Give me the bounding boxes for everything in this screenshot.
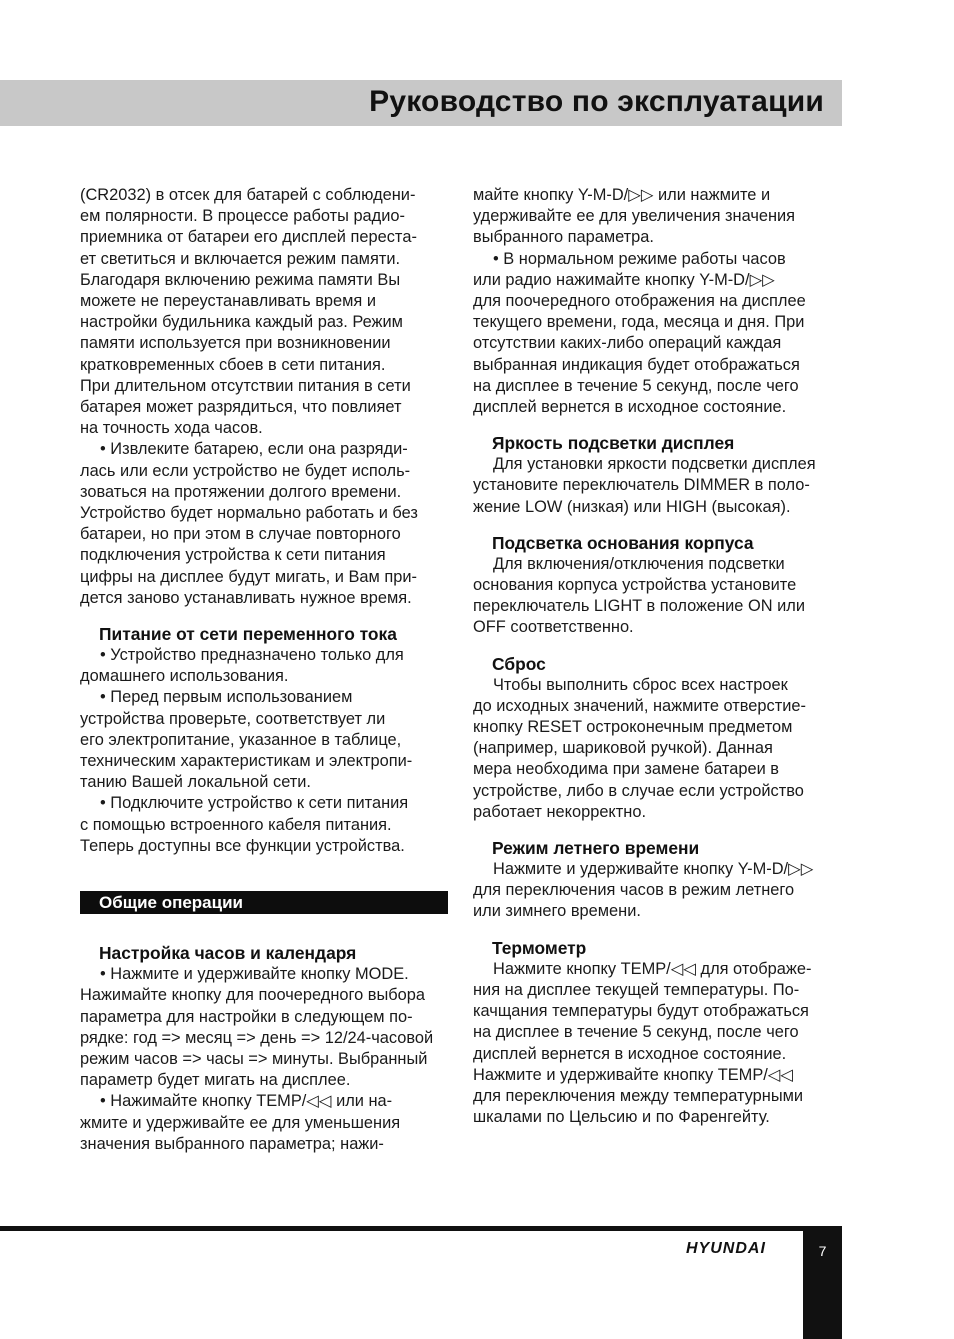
thermometer-heading: Термометр <box>492 937 587 958</box>
text-line: ния на дисплее текущей температуры. По- <box>473 980 800 999</box>
text-line: параметр будет мигать на дисплее. <box>80 1071 351 1090</box>
hyundai-logo: HYUNDAI <box>686 1240 766 1257</box>
text-line: • Подключите устройство к сети питания <box>100 794 409 813</box>
text-line: кратковременных сбоев в сети питания. <box>80 355 386 374</box>
text-line: майте кнопку Y-M-D/▷▷ или нажмите и <box>473 186 771 204</box>
power-paragraph-1 <box>80 645 452 687</box>
text-line: памяти используется при возникновении <box>80 334 391 353</box>
brightness-heading: Яркость подсветки дисплея <box>492 433 735 454</box>
text-line: Теперь доступны все функции устройства. <box>80 836 405 855</box>
text-line: ет светиться и включается режим памяти. <box>80 249 401 268</box>
text-line: для переключения часов в режим летнего <box>473 881 795 900</box>
power-paragraph-2 <box>80 687 452 793</box>
text-line: для поочередного отображения на дисплее <box>473 292 806 311</box>
text-line: выбранная индикация будет отображаться <box>473 355 800 374</box>
text-line: его электропитание, указанное в таблице, <box>80 730 402 749</box>
text-line: (например, шариковой ручкой). Данная <box>473 739 773 758</box>
text-line: дисплей вернется в исходное состояние. <box>473 1044 787 1063</box>
text-line: При длительном отсутствии питания в сети <box>80 376 411 395</box>
text-line: Нажмите и удерживайте кнопку Y-M-D/▷▷ <box>493 860 814 879</box>
dst-paragraph <box>473 859 845 923</box>
text-line: лась или если устройство не будет исполь- <box>80 461 411 480</box>
text-line: с помощью встроенного кабеля питания. <box>80 815 392 834</box>
reset-heading: Сброс <box>492 653 546 674</box>
text-line: зоваться на протяжении долгого времени. <box>80 482 402 501</box>
text-line: батареи, но при этом в случае повторного <box>80 525 401 544</box>
base-light-heading: Подсветка основания корпуса <box>492 532 754 553</box>
text-line: до исходных значений, нажмите отверстие- <box>473 696 806 715</box>
text-line: качщания температуры будут отображаться <box>473 1002 809 1021</box>
text-line: текущего времени, года, месяца и дня. При <box>473 313 805 332</box>
text-line: устройства проверьте, соответствует ли <box>80 709 386 728</box>
thermometer-paragraph <box>473 959 845 1129</box>
text-line: OFF соответственно. <box>473 618 634 637</box>
dst-heading: Режим летнего времени <box>492 838 700 859</box>
brightness-paragraph <box>473 454 845 518</box>
text-line: шкалами по Цельсию и по Фаренгейту. <box>473 1108 770 1127</box>
text-line: основания корпуса устройства установите <box>473 576 797 595</box>
right-column <box>473 185 845 1128</box>
clock-paragraph-2 <box>80 1091 452 1155</box>
text-line: на дисплее в течение 5 секунд, после чего <box>473 376 799 395</box>
text-line: Нажимайте кнопку для поочередного выбора <box>80 986 425 1005</box>
display-cycle-paragraph <box>473 249 845 419</box>
text-line: кнопку RESET остроконечным предметом <box>473 718 793 737</box>
text-line: значения выбранного параметра; нажи- <box>80 1134 384 1153</box>
text-line: • Нажимайте кнопку TEMP/◁◁ или на- <box>100 1092 393 1111</box>
page-number: 7 <box>818 1243 827 1259</box>
text-line: дется заново устанавливать нужное время. <box>80 588 412 607</box>
text-line: Благодаря включению режима памяти Вы <box>80 270 401 289</box>
text-line: жмите и удерживайте ее для уменьшения <box>80 1113 401 1132</box>
text-line: • Устройство предназначено только для <box>100 646 404 665</box>
text-line: рядке: год => месяц => день => 12/24-часовой <box>80 1028 434 1047</box>
intro-paragraph <box>80 185 452 439</box>
base-light-paragraph <box>473 554 845 639</box>
power-heading: Питание от сети переменного тока <box>99 624 397 645</box>
text-line: Для установки яркости подсветки дисплея <box>493 455 816 474</box>
text-line: устройстве, либо в случае если устройство <box>473 781 804 800</box>
footer-rule <box>0 1226 842 1231</box>
text-line: на точность хода часов. <box>80 419 263 438</box>
text-line: (CR2032) в отсек для батарей с соблюдени- <box>80 186 416 204</box>
power-paragraph-3 <box>80 793 452 857</box>
text-line: можете не переустанавливать время и <box>80 292 377 311</box>
text-line: параметра для настройки в следующем по- <box>80 1007 413 1026</box>
text-line: Чтобы выполнить сброс всех настроек <box>493 675 788 694</box>
text-line: на дисплее в течение 5 секунд, после чего <box>473 1023 799 1042</box>
text-line: или радио нажимайте кнопку Y-M-D/▷▷ <box>473 270 775 289</box>
text-line: техническим характеристикам и электропи- <box>80 752 413 771</box>
text-line: для переключения между температурными <box>473 1086 804 1105</box>
text-line: отсутствии каких-либо операций каждая <box>473 334 782 353</box>
header-bar <box>0 80 842 126</box>
text-line: приемника от батареи его дисплей перестa- <box>80 228 417 247</box>
text-line: удерживайте ее для увеличения значения <box>473 207 796 226</box>
text-line: Нажмите кнопку TEMP/◁◁ для отображе- <box>493 959 812 978</box>
increase-paragraph <box>473 185 845 249</box>
text-line: дисплей вернется в исходное состояние. <box>473 398 787 417</box>
text-line: танию Вашей локальной сети. <box>80 773 311 792</box>
text-line: работает некорректно. <box>473 802 647 821</box>
clock-heading: Настройка часов и календаря <box>99 943 357 964</box>
text-line: домашнего использования. <box>80 667 289 686</box>
text-line: установите переключатель DIMMER в поло- <box>473 476 810 495</box>
text-line: Нажмите и удерживайте кнопку TEMP/◁◁ <box>473 1065 794 1084</box>
text-line: • Нажмите и удерживайте кнопку MODE. <box>100 965 409 984</box>
text-line: выбранного параметра. <box>473 228 654 247</box>
reset-paragraph <box>473 675 845 823</box>
text-line: переключатель LIGHT в положение ON или <box>473 597 805 616</box>
text-line: жение LOW (низкая) или HIGH (высокая). <box>473 497 791 516</box>
text-line: подключения устройства к сети питания <box>80 546 386 565</box>
battery-removal-paragraph <box>80 439 452 609</box>
left-column <box>80 185 452 1155</box>
clock-paragraph-1 <box>80 964 452 1091</box>
text-line: режим часов => часы => минуты. Выбранный <box>80 1049 428 1068</box>
page-title: Руководство по эксплуатации <box>369 85 824 118</box>
text-line: батарея может разрядиться, что повлияет <box>80 398 402 417</box>
text-line: • Извлеките батарею, если она разряди- <box>100 440 408 459</box>
text-line: или зимнего времени. <box>473 902 641 921</box>
general-operations-band: Общие операции <box>80 891 448 914</box>
text-line: Устройство будет нормально работать и без <box>80 504 418 523</box>
text-line: Для включения/отключения подсветки <box>493 554 785 573</box>
text-line: ем полярности. В процессе работы радио- <box>80 207 405 226</box>
text-line: настройки будильника каждый раз. Режим <box>80 313 403 332</box>
text-line: мера необходима при замене батареи в <box>473 760 780 779</box>
text-line: • В нормальном режиме работы часов <box>493 249 786 268</box>
text-line: цифры на дисплее будут мигать, и Вам при- <box>80 567 417 586</box>
text-line: • Перед первым использованием <box>100 688 353 707</box>
